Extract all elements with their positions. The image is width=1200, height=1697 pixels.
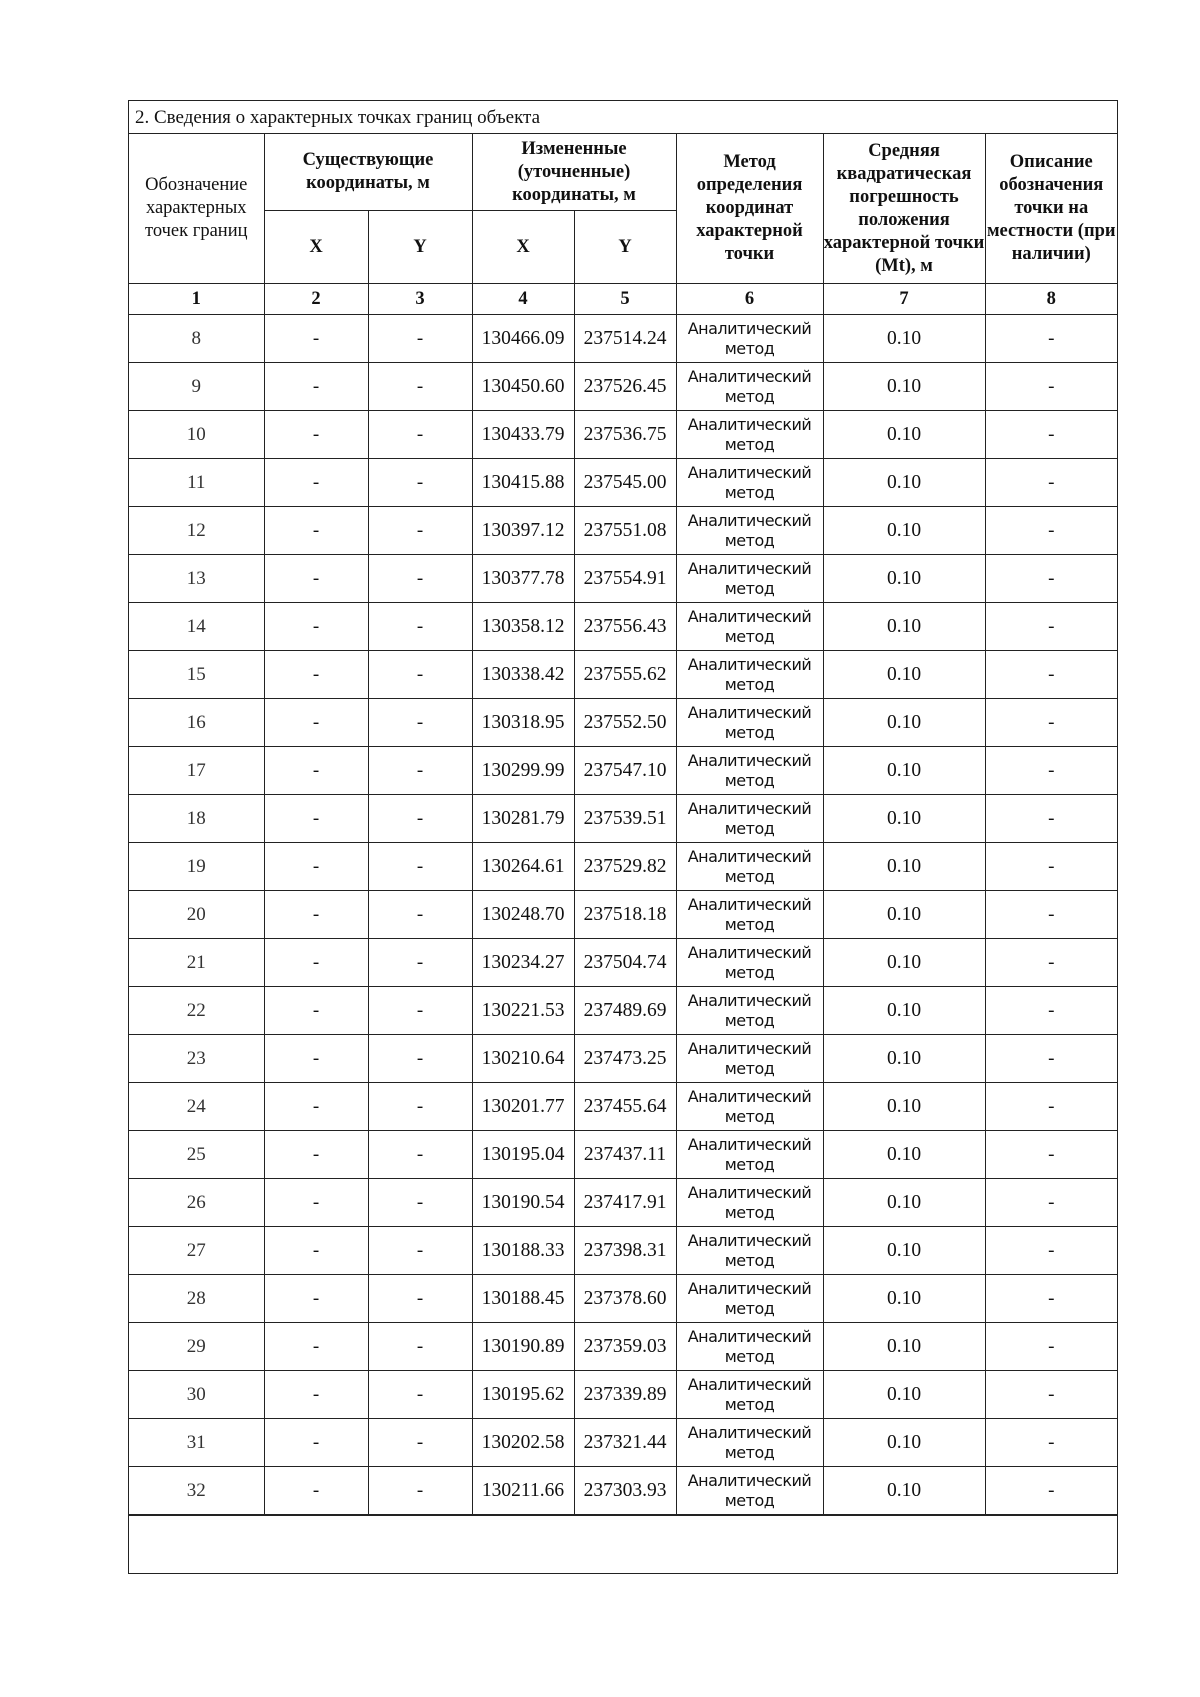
error-cell: 0.10 <box>823 555 985 603</box>
changed-y-cell: 237529.82 <box>574 843 676 891</box>
method-cell <box>676 1371 823 1419</box>
error-cell: 0.10 <box>823 1035 985 1083</box>
changed-x-cell: 130190.54 <box>472 1179 574 1227</box>
column-number: 4 <box>472 284 574 315</box>
table-row <box>129 699 1117 747</box>
method-label: Аналитический <box>687 318 812 338</box>
existing-y-cell: - <box>368 363 472 411</box>
table-row <box>129 891 1117 939</box>
table-row <box>129 987 1117 1035</box>
description-cell: - <box>985 1035 1117 1083</box>
method-label-suffix: метод <box>724 530 775 550</box>
changed-x-cell: 130195.62 <box>472 1371 574 1419</box>
existing-x-cell: - <box>264 411 368 459</box>
existing-y-cell: - <box>368 555 472 603</box>
description-cell: - <box>985 1227 1117 1275</box>
existing-y-cell: - <box>368 939 472 987</box>
method-label: Аналитический <box>687 942 812 962</box>
description-cell: - <box>985 795 1117 843</box>
description-cell: - <box>985 747 1117 795</box>
description-cell: - <box>985 555 1117 603</box>
method-cell <box>676 1323 823 1371</box>
point-id-cell: 17 <box>129 747 264 795</box>
method-label-suffix: метод <box>724 578 775 598</box>
method-cell <box>676 363 823 411</box>
description-cell: - <box>985 699 1117 747</box>
point-id-cell: 13 <box>129 555 264 603</box>
existing-x-cell: - <box>264 1275 368 1323</box>
existing-y-cell: - <box>368 459 472 507</box>
error-cell: 0.10 <box>823 1179 985 1227</box>
existing-y-cell: - <box>368 843 472 891</box>
method-label: Аналитический <box>687 462 812 482</box>
existing-y-cell: - <box>368 1371 472 1419</box>
description-cell: - <box>985 1275 1117 1323</box>
existing-y-cell: - <box>368 1323 472 1371</box>
method-label-suffix: метод <box>724 1442 775 1462</box>
column-number: 6 <box>676 284 823 315</box>
description-cell: - <box>985 651 1117 699</box>
method-cell <box>676 555 823 603</box>
method-label-suffix: метод <box>724 914 775 934</box>
table-row <box>129 459 1117 507</box>
description-cell: - <box>985 1083 1117 1131</box>
existing-y-cell: - <box>368 699 472 747</box>
description-cell: - <box>985 939 1117 987</box>
existing-x-cell: - <box>264 1323 368 1371</box>
column-number: 8 <box>985 284 1117 315</box>
point-id-cell: 31 <box>129 1419 264 1467</box>
changed-y-cell: 237536.75 <box>574 411 676 459</box>
method-label-suffix: метод <box>724 338 775 358</box>
description-cell: - <box>985 363 1117 411</box>
changed-x-cell: 130201.77 <box>472 1083 574 1131</box>
error-cell: 0.10 <box>823 987 985 1035</box>
method-label-suffix: метод <box>724 722 775 742</box>
existing-x-cell: - <box>264 363 368 411</box>
existing-y-cell: - <box>368 1419 472 1467</box>
method-label-suffix: метод <box>724 1298 775 1318</box>
column-number: 3 <box>368 284 472 315</box>
changed-x-cell: 130338.42 <box>472 651 574 699</box>
table-row <box>129 555 1117 603</box>
method-label: Аналитический <box>687 366 812 386</box>
table-row <box>129 507 1117 555</box>
changed-y-cell: 237321.44 <box>574 1419 676 1467</box>
changed-x-cell: 130450.60 <box>472 363 574 411</box>
description-cell: - <box>985 411 1117 459</box>
existing-x-cell: - <box>264 459 368 507</box>
existing-y-cell: - <box>368 1179 472 1227</box>
method-cell <box>676 1083 823 1131</box>
changed-y-cell: 237547.10 <box>574 747 676 795</box>
changed-y-cell: 237551.08 <box>574 507 676 555</box>
changed-y-cell: 237489.69 <box>574 987 676 1035</box>
error-cell: 0.10 <box>823 1083 985 1131</box>
method-cell <box>676 315 823 363</box>
method-label: Аналитический <box>687 1230 812 1250</box>
changed-y-cell: 237518.18 <box>574 891 676 939</box>
error-cell: 0.10 <box>823 1467 985 1515</box>
point-id-cell: 16 <box>129 699 264 747</box>
column-number: 5 <box>574 284 676 315</box>
changed-x-cell: 130264.61 <box>472 843 574 891</box>
error-cell: 0.10 <box>823 1419 985 1467</box>
changed-x-cell: 130234.27 <box>472 939 574 987</box>
method-label: Аналитический <box>687 1422 812 1442</box>
method-label-suffix: метод <box>724 1154 775 1174</box>
header-existing-coords: Существующие координаты, м <box>264 134 472 211</box>
table-row <box>129 1131 1117 1179</box>
existing-y-cell: - <box>368 603 472 651</box>
method-cell <box>676 1131 823 1179</box>
changed-y-cell: 237514.24 <box>574 315 676 363</box>
method-label: Аналитический <box>687 1278 812 1298</box>
table-row <box>129 315 1117 363</box>
method-label-suffix: метод <box>724 386 775 406</box>
changed-x-cell: 130195.04 <box>472 1131 574 1179</box>
changed-y-cell: 237303.93 <box>574 1467 676 1515</box>
method-label: Аналитический <box>687 1374 812 1394</box>
method-label: Аналитический <box>687 798 812 818</box>
description-cell: - <box>985 891 1117 939</box>
method-cell <box>676 699 823 747</box>
method-label-suffix: метод <box>724 1346 775 1366</box>
method-cell <box>676 987 823 1035</box>
table-row <box>129 1323 1117 1371</box>
point-id-cell: 19 <box>129 843 264 891</box>
existing-x-cell: - <box>264 651 368 699</box>
method-label-suffix: метод <box>724 1010 775 1030</box>
header-changed-y: Y <box>574 211 676 284</box>
method-label: Аналитический <box>687 606 812 626</box>
changed-x-cell: 130211.66 <box>472 1467 574 1515</box>
method-cell <box>676 939 823 987</box>
existing-x-cell: - <box>264 603 368 651</box>
changed-y-cell: 237555.62 <box>574 651 676 699</box>
description-cell: - <box>985 1467 1117 1515</box>
changed-x-cell: 130466.09 <box>472 315 574 363</box>
error-cell: 0.10 <box>823 747 985 795</box>
changed-y-cell: 237417.91 <box>574 1179 676 1227</box>
changed-x-cell: 130299.99 <box>472 747 574 795</box>
point-id-cell: 11 <box>129 459 264 507</box>
changed-y-cell: 237359.03 <box>574 1323 676 1371</box>
method-cell <box>676 459 823 507</box>
table-row <box>129 1419 1117 1467</box>
existing-x-cell: - <box>264 507 368 555</box>
method-label-suffix: метод <box>724 1106 775 1126</box>
existing-x-cell: - <box>264 315 368 363</box>
changed-y-cell: 237545.00 <box>574 459 676 507</box>
changed-x-cell: 130190.89 <box>472 1323 574 1371</box>
existing-y-cell: - <box>368 1035 472 1083</box>
changed-x-cell: 130397.12 <box>472 507 574 555</box>
method-cell <box>676 843 823 891</box>
method-label-suffix: метод <box>724 1202 775 1222</box>
table-row <box>129 603 1117 651</box>
method-cell <box>676 651 823 699</box>
existing-x-cell: - <box>264 843 368 891</box>
method-cell <box>676 603 823 651</box>
point-id-cell: 9 <box>129 363 264 411</box>
method-label: Аналитический <box>687 510 812 530</box>
header-existing-x: X <box>264 211 368 284</box>
method-label: Аналитический <box>687 846 812 866</box>
changed-x-cell: 130210.64 <box>472 1035 574 1083</box>
header-point-designation: Обозначение характерных точек границ <box>129 134 264 284</box>
error-cell: 0.10 <box>823 891 985 939</box>
error-cell: 0.10 <box>823 1323 985 1371</box>
method-cell <box>676 1467 823 1515</box>
changed-x-cell: 130318.95 <box>472 699 574 747</box>
existing-x-cell: - <box>264 891 368 939</box>
method-label-suffix: метод <box>724 626 775 646</box>
existing-y-cell: - <box>368 411 472 459</box>
table-row <box>129 1083 1117 1131</box>
existing-x-cell: - <box>264 699 368 747</box>
error-cell: 0.10 <box>823 651 985 699</box>
error-cell: 0.10 <box>823 459 985 507</box>
existing-x-cell: - <box>264 1035 368 1083</box>
table-row <box>129 1275 1117 1323</box>
boundary-points-table <box>129 134 1117 1515</box>
changed-x-cell: 130415.88 <box>472 459 574 507</box>
table-row <box>129 411 1117 459</box>
existing-y-cell: - <box>368 1131 472 1179</box>
changed-y-cell: 237339.89 <box>574 1371 676 1419</box>
existing-x-cell: - <box>264 1131 368 1179</box>
table-row <box>129 1035 1117 1083</box>
existing-y-cell: - <box>368 795 472 843</box>
section-title: 2. Сведения о характерных точках границ объекта <box>129 101 1117 134</box>
existing-x-cell: - <box>264 1227 368 1275</box>
method-cell <box>676 1035 823 1083</box>
table-row <box>129 651 1117 699</box>
existing-x-cell: - <box>264 987 368 1035</box>
header-description: Описание обозначения точки на местности (при наличии) <box>985 134 1117 284</box>
changed-x-cell: 130221.53 <box>472 987 574 1035</box>
changed-y-cell: 237554.91 <box>574 555 676 603</box>
point-id-cell: 30 <box>129 1371 264 1419</box>
point-id-cell: 22 <box>129 987 264 1035</box>
error-cell: 0.10 <box>823 1227 985 1275</box>
error-cell: 0.10 <box>823 1131 985 1179</box>
existing-y-cell: - <box>368 891 472 939</box>
point-id-cell: 21 <box>129 939 264 987</box>
method-label: Аналитический <box>687 1326 812 1346</box>
point-id-cell: 26 <box>129 1179 264 1227</box>
method-label: Аналитический <box>687 1038 812 1058</box>
method-label-suffix: метод <box>724 1058 775 1078</box>
description-cell: - <box>985 1131 1117 1179</box>
method-label-suffix: метод <box>724 770 775 790</box>
point-id-cell: 32 <box>129 1467 264 1515</box>
existing-x-cell: - <box>264 1083 368 1131</box>
method-cell <box>676 1419 823 1467</box>
method-cell <box>676 747 823 795</box>
method-label: Аналитический <box>687 1086 812 1106</box>
point-id-cell: 27 <box>129 1227 264 1275</box>
method-label-suffix: метод <box>724 1490 775 1510</box>
method-label: Аналитический <box>687 1470 812 1490</box>
description-cell: - <box>985 1371 1117 1419</box>
changed-y-cell: 237552.50 <box>574 699 676 747</box>
description-cell: - <box>985 843 1117 891</box>
method-label: Аналитический <box>687 1182 812 1202</box>
point-id-cell: 24 <box>129 1083 264 1131</box>
point-id-cell: 28 <box>129 1275 264 1323</box>
changed-y-cell: 237378.60 <box>574 1275 676 1323</box>
point-id-cell: 25 <box>129 1131 264 1179</box>
method-label-suffix: метод <box>724 434 775 454</box>
method-label-suffix: метод <box>724 962 775 982</box>
error-cell: 0.10 <box>823 363 985 411</box>
changed-x-cell: 130188.45 <box>472 1275 574 1323</box>
changed-x-cell: 130433.79 <box>472 411 574 459</box>
point-id-cell: 8 <box>129 315 264 363</box>
header-changed-x: X <box>472 211 574 284</box>
column-number: 7 <box>823 284 985 315</box>
existing-y-cell: - <box>368 1275 472 1323</box>
method-label: Аналитический <box>687 702 812 722</box>
description-cell: - <box>985 603 1117 651</box>
point-id-cell: 20 <box>129 891 264 939</box>
point-id-cell: 15 <box>129 651 264 699</box>
changed-x-cell: 130202.58 <box>472 1419 574 1467</box>
column-number-row <box>129 284 1117 315</box>
table-footer-row <box>129 1515 1117 1548</box>
table-row <box>129 363 1117 411</box>
method-cell <box>676 1179 823 1227</box>
description-cell: - <box>985 1419 1117 1467</box>
point-id-cell: 18 <box>129 795 264 843</box>
method-cell <box>676 507 823 555</box>
existing-x-cell: - <box>264 747 368 795</box>
table-row <box>129 939 1117 987</box>
error-cell: 0.10 <box>823 507 985 555</box>
changed-x-cell: 130358.12 <box>472 603 574 651</box>
changed-y-cell: 237398.31 <box>574 1227 676 1275</box>
point-id-cell: 14 <box>129 603 264 651</box>
existing-x-cell: - <box>264 1419 368 1467</box>
column-number: 1 <box>129 284 264 315</box>
error-cell: 0.10 <box>823 1275 985 1323</box>
header-existing-y: Y <box>368 211 472 284</box>
error-cell: 0.10 <box>823 1371 985 1419</box>
method-label-suffix: метод <box>724 818 775 838</box>
method-label: Аналитический <box>687 414 812 434</box>
table-row <box>129 1371 1117 1419</box>
description-cell: - <box>985 1323 1117 1371</box>
method-cell <box>676 411 823 459</box>
changed-x-cell: 130281.79 <box>472 795 574 843</box>
method-cell <box>676 1227 823 1275</box>
description-cell: - <box>985 1179 1117 1227</box>
existing-x-cell: - <box>264 795 368 843</box>
method-label: Аналитический <box>687 1134 812 1154</box>
existing-x-cell: - <box>264 1179 368 1227</box>
method-label: Аналитический <box>687 894 812 914</box>
point-id-cell: 10 <box>129 411 264 459</box>
method-cell <box>676 1275 823 1323</box>
point-id-cell: 29 <box>129 1323 264 1371</box>
changed-y-cell: 237437.11 <box>574 1131 676 1179</box>
existing-y-cell: - <box>368 747 472 795</box>
header-changed-coords: Измененные (уточненные) координаты, м <box>472 134 676 211</box>
method-label-suffix: метод <box>724 674 775 694</box>
table-row <box>129 1227 1117 1275</box>
error-cell: 0.10 <box>823 315 985 363</box>
existing-y-cell: - <box>368 1083 472 1131</box>
existing-x-cell: - <box>264 1467 368 1515</box>
changed-x-cell: 130188.33 <box>472 1227 574 1275</box>
error-cell: 0.10 <box>823 939 985 987</box>
method-label: Аналитический <box>687 750 812 770</box>
changed-x-cell: 130248.70 <box>472 891 574 939</box>
table-row <box>129 795 1117 843</box>
description-cell: - <box>985 507 1117 555</box>
header-error: Средняя квадратическая погрешность положения характерной точки (Mt), м <box>823 134 985 284</box>
table-row <box>129 747 1117 795</box>
error-cell: 0.10 <box>823 411 985 459</box>
existing-y-cell: - <box>368 1227 472 1275</box>
method-label-suffix: метод <box>724 482 775 502</box>
method-cell <box>676 795 823 843</box>
method-label: Аналитический <box>687 990 812 1010</box>
existing-y-cell: - <box>368 1467 472 1515</box>
existing-x-cell: - <box>264 939 368 987</box>
changed-y-cell: 237526.45 <box>574 363 676 411</box>
description-cell: - <box>985 459 1117 507</box>
changed-y-cell: 237455.64 <box>574 1083 676 1131</box>
existing-x-cell: - <box>264 555 368 603</box>
error-cell: 0.10 <box>823 843 985 891</box>
existing-y-cell: - <box>368 315 472 363</box>
method-cell <box>676 891 823 939</box>
changed-y-cell: 237539.51 <box>574 795 676 843</box>
method-label-suffix: метод <box>724 1250 775 1270</box>
method-label-suffix: метод <box>724 866 775 886</box>
method-label-suffix: метод <box>724 1394 775 1414</box>
description-cell: - <box>985 315 1117 363</box>
method-label: Аналитический <box>687 654 812 674</box>
changed-y-cell: 237504.74 <box>574 939 676 987</box>
changed-y-cell: 237473.25 <box>574 1035 676 1083</box>
table-row <box>129 843 1117 891</box>
description-cell: - <box>985 987 1117 1035</box>
point-id-cell: 23 <box>129 1035 264 1083</box>
table-body <box>129 315 1117 1515</box>
header-method: Метод определения координат характерной точки <box>676 134 823 284</box>
table-row <box>129 1467 1117 1515</box>
error-cell: 0.10 <box>823 603 985 651</box>
method-label: Аналитический <box>687 558 812 578</box>
existing-y-cell: - <box>368 507 472 555</box>
error-cell: 0.10 <box>823 795 985 843</box>
column-number: 2 <box>264 284 368 315</box>
point-id-cell: 12 <box>129 507 264 555</box>
existing-y-cell: - <box>368 987 472 1035</box>
table-row <box>129 1179 1117 1227</box>
error-cell: 0.10 <box>823 699 985 747</box>
existing-y-cell: - <box>368 651 472 699</box>
changed-x-cell: 130377.78 <box>472 555 574 603</box>
document-sheet <box>128 100 1118 1574</box>
existing-x-cell: - <box>264 1371 368 1419</box>
changed-y-cell: 237556.43 <box>574 603 676 651</box>
